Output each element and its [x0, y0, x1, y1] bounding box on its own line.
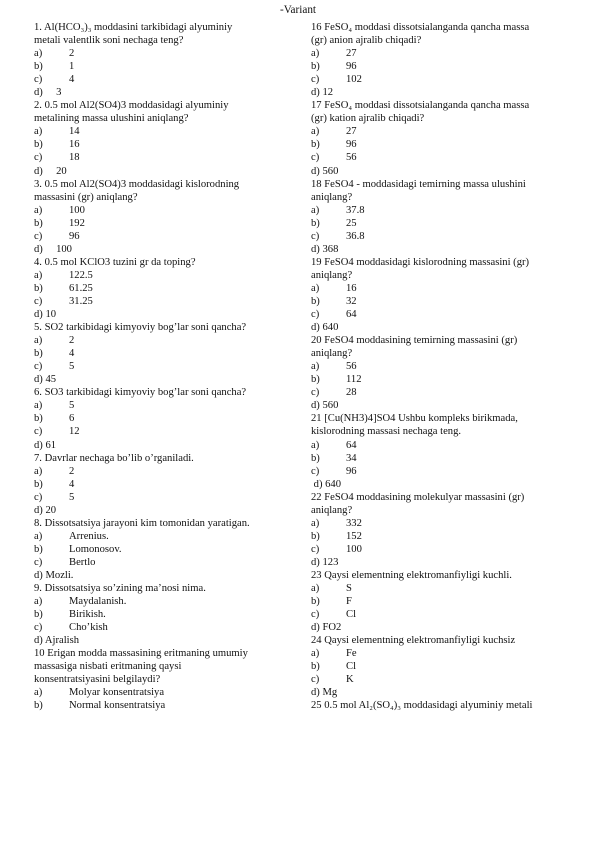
option-value: Birikish.	[69, 609, 106, 621]
answer-option	[311, 308, 573, 321]
option-letter: b)	[34, 61, 43, 73]
answer-option	[311, 647, 573, 660]
option-letter: b)	[311, 530, 320, 542]
answer-option	[34, 73, 296, 86]
question-block	[311, 21, 573, 99]
option-value: 16	[346, 282, 357, 294]
answer-option	[34, 295, 296, 308]
answer-d: d) 640	[311, 478, 342, 490]
option-letter: b)	[34, 543, 43, 555]
option-value: 5	[69, 361, 75, 373]
option-value: 12	[69, 426, 80, 438]
answer-option	[311, 151, 573, 164]
question-text: aniqlang?	[311, 269, 353, 281]
question-block	[34, 178, 296, 256]
answer-option	[311, 673, 573, 686]
answer-d: d) 560	[311, 165, 339, 177]
question-block	[34, 582, 296, 647]
option-value: Cho’kish	[69, 622, 108, 634]
option-letter: a)	[34, 596, 43, 608]
option-value: 332	[346, 517, 362, 529]
answer-option	[311, 360, 573, 373]
answer-option	[34, 399, 296, 412]
answer-d: d) 123	[311, 556, 339, 568]
option-value: 96	[346, 61, 357, 73]
answer-option	[311, 517, 573, 530]
option-letter: c)	[311, 74, 320, 86]
option-letter: a)	[311, 648, 320, 660]
option-value: Bertlo	[69, 556, 96, 568]
option-letter: b)	[34, 478, 43, 490]
answer-option	[311, 204, 573, 217]
option-value: 4	[69, 348, 75, 360]
option-letter: c)	[311, 609, 320, 621]
answer-option	[311, 60, 573, 73]
option-value: Arrenius.	[69, 530, 109, 542]
option-value: Normal konsentratsiya	[69, 700, 166, 712]
answer-option	[34, 543, 296, 556]
answer-d: d) 368	[311, 243, 339, 255]
option-letter: c)	[311, 465, 320, 477]
answer-option	[311, 660, 573, 673]
option-value: 18	[69, 152, 80, 164]
left-column	[34, 21, 296, 712]
option-letter: b)	[34, 413, 43, 425]
answer-d: d) 45	[34, 374, 57, 386]
question-text: 23 Qaysi elementning elektromanfiyligi kuchli.	[311, 569, 512, 581]
answer-d: d) 560	[311, 400, 339, 412]
answer-option	[311, 282, 573, 295]
option-value: 64	[346, 309, 357, 321]
question-text: massasiga nisbati eritmaning qaysi	[34, 661, 182, 673]
question-text: 6. SO3 tarkibidagi kimyoviy bog’lar soni qancha?	[34, 387, 247, 399]
answer-option	[34, 425, 296, 438]
question-text: 5. SO2 tarkibidagi kimyoviy bog’lar soni qancha?	[34, 322, 247, 334]
option-letter: b)	[311, 217, 320, 229]
answer-option	[34, 465, 296, 478]
option-value: 96	[346, 465, 357, 477]
answer-option	[34, 282, 296, 295]
option-value: 36.8	[346, 230, 365, 242]
answer-option	[34, 47, 296, 60]
question-text: 19 FeSO4 moddasidagi kislorodning massasini (gr)	[311, 256, 530, 268]
answer-d: d) 640	[311, 322, 339, 334]
question-text: aniqlang?	[311, 348, 353, 360]
option-value: 100	[69, 204, 85, 216]
question-text: 16 FeSO₄ moddasi dissotsialanganda qancha massa	[311, 22, 530, 33]
option-value: 102	[346, 74, 362, 86]
option-value: 4	[69, 478, 75, 490]
answer-option	[34, 530, 296, 543]
question-text: (gr) anion ajralib chiqadi?	[311, 35, 422, 47]
option-letter: b)	[311, 139, 320, 151]
answer-option	[34, 686, 296, 699]
option-value: 37.8	[346, 204, 365, 216]
question-block	[34, 21, 296, 99]
option-letter: b)	[311, 295, 320, 307]
answer-option	[311, 439, 573, 452]
option-value: 192	[69, 217, 85, 229]
option-value: K	[346, 674, 354, 686]
answer-option	[34, 360, 296, 373]
question-block	[311, 99, 573, 177]
question-text: (gr) kation ajralib chiqadi?	[311, 113, 425, 125]
answer-option	[34, 412, 296, 425]
answer-option	[34, 269, 296, 282]
option-value: Maydalanish.	[69, 596, 127, 608]
answer-option	[34, 478, 296, 491]
option-letter: a)	[311, 583, 320, 595]
option-letter: a)	[34, 204, 43, 216]
option-letter: c)	[311, 543, 320, 555]
question-text: aniqlang?	[311, 191, 353, 203]
option-letter: a)	[311, 439, 320, 451]
answer-option	[34, 125, 296, 138]
option-letter: a)	[34, 400, 43, 412]
question-block	[311, 412, 573, 490]
option-value: 2	[69, 48, 75, 60]
option-letter: a)	[311, 126, 320, 138]
question-text: massasini (gr) aniqlang?	[34, 191, 138, 203]
answer-option	[34, 621, 296, 634]
option-letter: a)	[34, 530, 43, 542]
option-letter: c)	[34, 295, 43, 307]
option-value: 27	[346, 48, 357, 60]
answer-d: d) Mg	[311, 687, 338, 699]
option-letter: a)	[34, 126, 43, 138]
answer-option	[34, 608, 296, 621]
option-letter: a)	[311, 48, 320, 60]
question-block	[34, 452, 296, 517]
option-value: 5	[69, 491, 75, 503]
option-letter: a)	[34, 687, 43, 699]
answer-option	[34, 151, 296, 164]
option-letter: a)	[34, 465, 43, 477]
answer-option	[311, 465, 573, 478]
option-value: 16	[69, 139, 80, 151]
question-text: 9. Dissotsatsiya so’zining ma’nosi nima.	[34, 583, 206, 595]
option-letter: b)	[34, 348, 43, 360]
option-value: 1	[69, 61, 75, 73]
question-block	[34, 647, 296, 712]
question-text: 25 0.5 mol Al₂(SO₄)₃ moddasidagi alyuminiy metali	[311, 700, 533, 712]
option-value: 31.25	[69, 295, 93, 307]
option-letter: b)	[311, 61, 320, 73]
option-value: 28	[346, 387, 357, 399]
answer-option	[311, 386, 573, 399]
option-value: 2	[69, 335, 75, 347]
question-text: metalining massa ulushini aniqlang?	[34, 113, 189, 125]
option-letter: c)	[34, 152, 43, 164]
option-letter: c)	[311, 387, 320, 399]
question-block	[311, 569, 573, 634]
option-letter: b)	[34, 282, 43, 294]
option-value: 14	[69, 126, 80, 138]
option-value: 152	[346, 530, 362, 542]
option-letter: c)	[34, 622, 43, 634]
answer-option	[34, 491, 296, 504]
option-letter: b)	[34, 139, 43, 151]
answer-option	[34, 334, 296, 347]
option-value: Lomonosov.	[69, 543, 122, 555]
option-letter: c)	[34, 556, 43, 568]
question-text: kislorodning massasi nechaga teng.	[311, 426, 462, 438]
option-value: Cl	[346, 661, 357, 673]
answer-option	[311, 543, 573, 556]
option-letter: c)	[311, 674, 320, 686]
answer-d: d) 12	[311, 87, 334, 99]
option-value: 61.25	[69, 282, 93, 294]
question-text: metali valentlik soni nechaga teng?	[34, 35, 184, 47]
question-text: 3. 0.5 mol Al2(SO4)3 moddasidagi kislorodning	[34, 178, 240, 190]
option-letter: b)	[34, 217, 43, 229]
question-block	[34, 386, 296, 451]
option-letter: b)	[34, 609, 43, 621]
option-letter: a)	[34, 335, 43, 347]
option-letter: b)	[311, 596, 320, 608]
option-letter: a)	[34, 269, 43, 281]
question-block	[311, 178, 573, 256]
option-letter: b)	[34, 700, 43, 712]
answer-d: d) Mozli.	[34, 569, 74, 581]
answer-d: d) FO2	[311, 622, 342, 634]
option-value: 25	[346, 217, 357, 229]
option-value: S	[346, 583, 352, 595]
answer-option	[34, 230, 296, 243]
answer-d: d) 3	[34, 87, 62, 99]
option-value: 122.5	[69, 269, 93, 281]
option-letter: a)	[311, 517, 320, 529]
right-column	[311, 21, 573, 712]
option-letter: c)	[311, 309, 320, 321]
question-text: 20 FeSO4 moddasining temirning massasini (gr)	[311, 335, 518, 347]
answer-d: d) 10	[34, 309, 57, 321]
option-value: 32	[346, 295, 357, 307]
question-text: 10 Erigan modda massasining eritmaning umumiy	[34, 648, 248, 660]
answer-d: d) 100	[34, 243, 72, 255]
answer-d: d) Ajralish	[34, 635, 80, 647]
question-text: aniqlang?	[311, 504, 353, 516]
option-letter: a)	[311, 282, 320, 294]
answer-option	[311, 73, 573, 86]
option-letter: b)	[311, 661, 320, 673]
question-text: 7. Davrlar nechaga bo’lib o’rganiladi.	[34, 452, 194, 464]
question-text: 24 Qaysi elementning elektromanfiyligi kuchsiz	[311, 635, 516, 647]
option-letter: c)	[34, 491, 43, 503]
answer-d: d) 61	[34, 439, 57, 451]
option-value: F	[346, 596, 352, 608]
answer-option	[311, 582, 573, 595]
option-letter: a)	[311, 361, 320, 373]
option-value: 64	[346, 439, 357, 451]
option-value: Molyar konsentratsiya	[69, 687, 165, 699]
option-value: Fe	[346, 648, 357, 660]
page-title: -Variant	[279, 4, 317, 16]
option-letter: c)	[311, 152, 320, 164]
answer-option	[34, 204, 296, 217]
answer-option	[311, 595, 573, 608]
answer-option	[311, 138, 573, 151]
question-text: 2. 0.5 mol Al2(SO4)3 moddasidagi alyuminiy	[34, 100, 229, 112]
answer-option	[34, 60, 296, 73]
option-letter: a)	[34, 48, 43, 60]
option-value: 27	[346, 126, 357, 138]
answer-option	[311, 608, 573, 621]
answer-option	[34, 556, 296, 569]
option-value: 5	[69, 400, 75, 412]
answer-option	[311, 47, 573, 60]
question-block	[34, 256, 296, 321]
question-block	[311, 256, 573, 334]
question-block	[311, 699, 573, 712]
option-value: 112	[346, 374, 362, 386]
question-block	[34, 99, 296, 177]
answer-option	[34, 595, 296, 608]
answer-option	[34, 699, 296, 712]
question-text: 22 FeSO4 moddasining molekulyar massasini (gr)	[311, 491, 525, 503]
question-block	[311, 634, 573, 699]
question-block	[34, 321, 296, 386]
answer-option	[311, 125, 573, 138]
question-text: 4. 0.5 mol KClO3 tuzini gr da toping?	[34, 256, 196, 268]
answer-option	[311, 217, 573, 230]
option-value: 34	[346, 452, 357, 464]
question-text: 17 FeSO₄ moddasi dissotsialanganda qancha massa	[311, 100, 530, 112]
question-text: 18 FeSO4 - moddasidagi temirning massa ulushini	[311, 178, 526, 190]
question-text: 21 [Cu(NH3)4]SO4 Ushbu kompleks birikmada,	[311, 413, 518, 425]
option-letter: a)	[311, 204, 320, 216]
answer-option	[34, 347, 296, 360]
option-letter: c)	[34, 230, 43, 242]
question-text: konsentratsiyasini belgilaydi?	[34, 674, 161, 686]
answer-option	[311, 295, 573, 308]
option-value: 56	[346, 152, 357, 164]
option-letter: b)	[311, 374, 320, 386]
option-value: 56	[346, 361, 357, 373]
option-letter: c)	[34, 361, 43, 373]
option-letter: b)	[311, 452, 320, 464]
answer-option	[311, 373, 573, 386]
answer-option	[34, 138, 296, 151]
answer-option	[34, 217, 296, 230]
answer-option	[311, 530, 573, 543]
answer-option	[311, 230, 573, 243]
option-value: Cl	[346, 609, 357, 621]
question-block	[311, 491, 573, 569]
option-letter: c)	[34, 426, 43, 438]
option-letter: c)	[311, 230, 320, 242]
option-value: 96	[69, 230, 80, 242]
option-value: 2	[69, 465, 75, 477]
option-value: 96	[346, 139, 357, 151]
question-block	[34, 517, 296, 582]
question-text: 1. Al(HCO₃)₃ moddasini tarkibidagi alyuminiy	[34, 22, 233, 33]
answer-d: d) 20	[34, 504, 57, 516]
option-value: 6	[69, 413, 75, 425]
option-value: 4	[69, 74, 75, 86]
option-value: 100	[346, 543, 362, 555]
question-block	[311, 334, 573, 412]
option-letter: c)	[34, 74, 43, 86]
question-text: 8. Dissotsatsiya jarayoni kim tomonidan yaratigan.	[34, 517, 250, 529]
answer-option	[311, 452, 573, 465]
answer-d: d) 20	[34, 165, 67, 177]
